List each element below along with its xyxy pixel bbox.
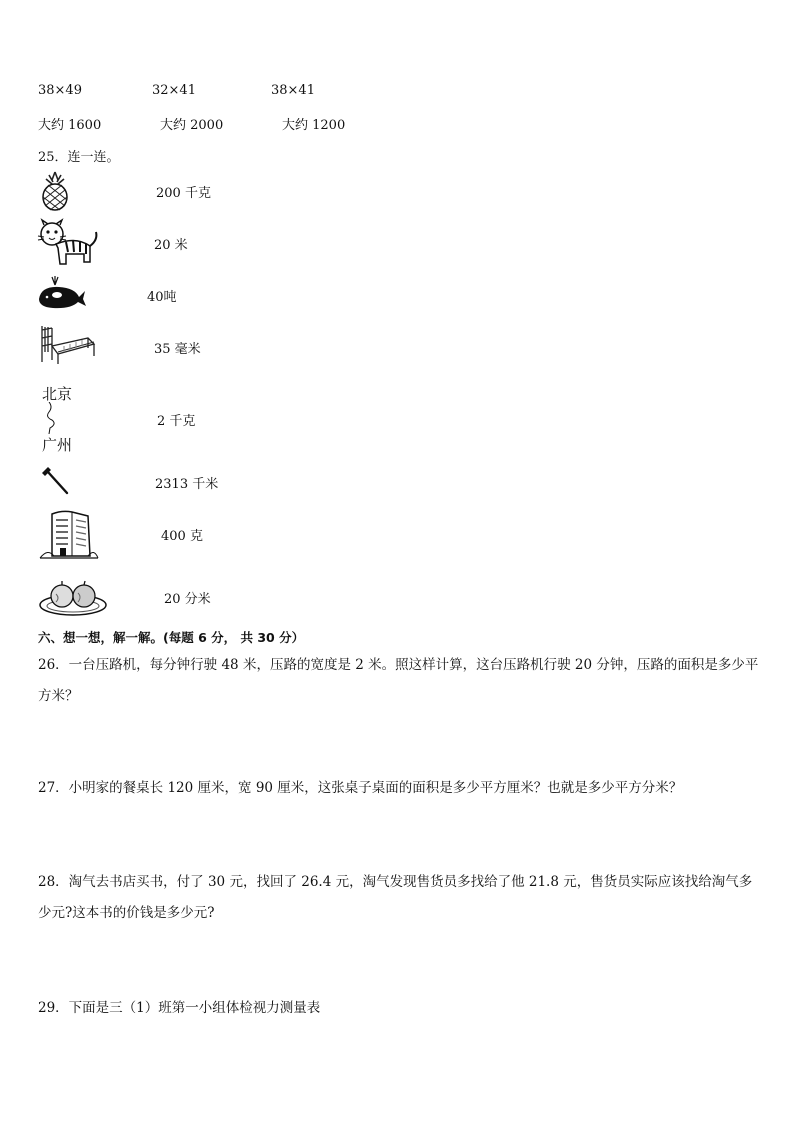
unit-option-8: 20 分米 — [164, 592, 211, 607]
section-heading: 六、想一想，解一解。(每题 6 分， 共 30 分） — [38, 630, 305, 645]
unit-option-1: 200 千克 — [156, 186, 211, 201]
estimate-approx-2: 大约 2000 — [160, 118, 224, 133]
unit-option-4: 35 毫米 — [154, 342, 201, 357]
nail-icon — [40, 464, 70, 496]
building-icon — [38, 506, 100, 560]
fruit-plate-icon — [38, 578, 108, 618]
map-label-beijing: 北京 — [42, 385, 73, 403]
route-line — [44, 402, 64, 434]
question-29: 29．下面是三（1）班第一小组体检视力测量表 — [38, 1000, 321, 1016]
question-26: 26．一台压路机，每分钟行驶 48 米，压路的宽度是 2 米。照这样计算，这台压路机行驶 20 分钟，压路的面积是多少平方米？ — [38, 657, 759, 704]
pineapple-icon — [38, 170, 72, 212]
question-28: 28．淘气去书店买书，付了 30 元，找回了 26.4 元，淘气发现售货员多找给了他 21.8 元，售货员实际应该找给淘气多少元?这本书的价钱是多少元? — [38, 874, 753, 921]
unit-option-3: 40吨 — [147, 290, 177, 305]
bed-icon — [38, 322, 96, 368]
unit-option-5: 2 千克 — [157, 414, 196, 429]
estimate-approx-3: 大约 1200 — [282, 118, 346, 133]
estimate-expr-1: 38×49 — [38, 83, 82, 98]
unit-option-2: 20 米 — [154, 238, 188, 253]
unit-option-7: 400 克 — [161, 529, 203, 544]
map-label-guangzhou: 广州 — [42, 436, 73, 454]
estimate-expr-3: 38×41 — [271, 83, 315, 98]
unit-option-6: 2313 千米 — [155, 477, 219, 492]
estimate-approx-1: 大约 1600 — [38, 118, 102, 133]
tiger-icon — [36, 218, 102, 270]
question-27: 27．小明家的餐桌长 120 厘米，宽 90 厘米，这张桌子桌面的面积是多少平方厘米？也就是多少平方分米？ — [38, 780, 683, 796]
estimate-expr-2: 32×41 — [152, 83, 196, 98]
q25-title: 25．连一连。 — [38, 150, 120, 165]
whale-icon — [37, 275, 87, 311]
